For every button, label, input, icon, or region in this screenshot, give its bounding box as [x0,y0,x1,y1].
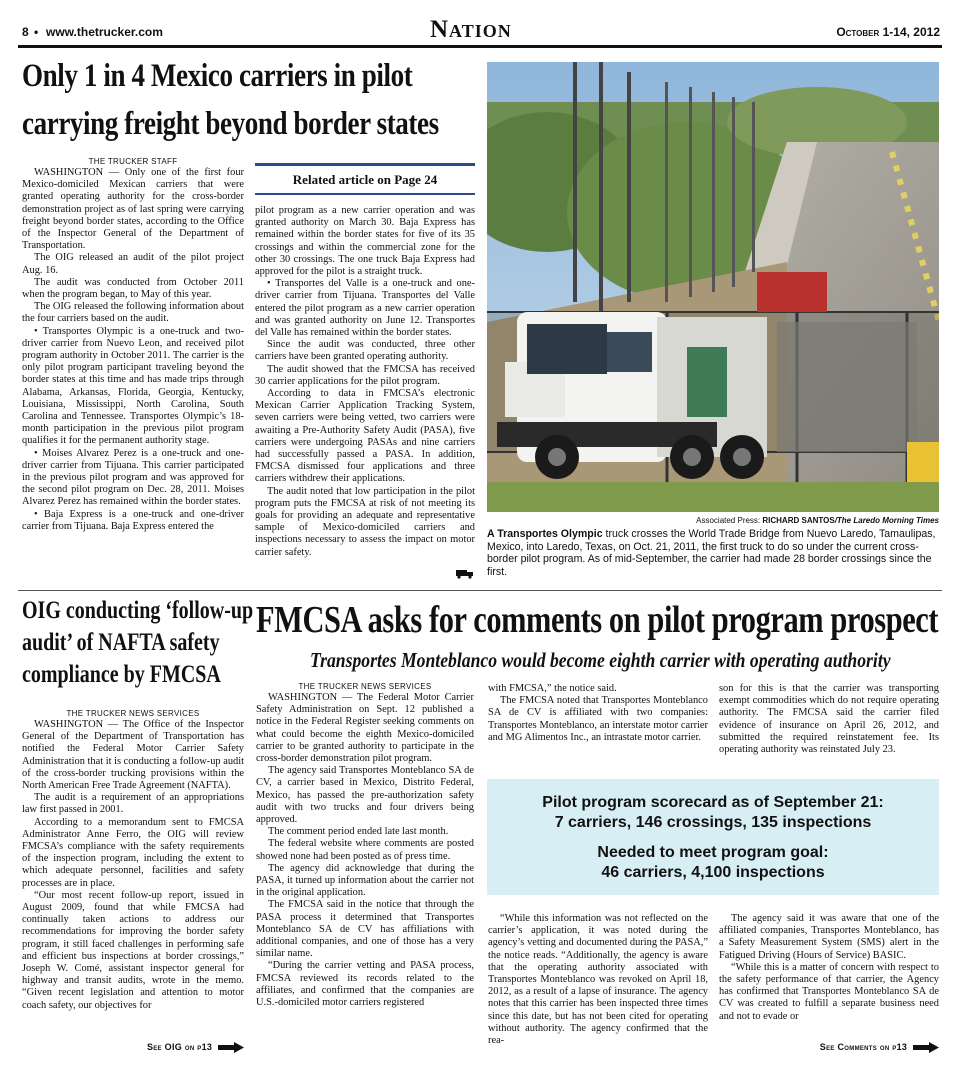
paragraph: “During the carrier vetting and PASA process, FMCSA reviewed its records related to the affiliates, and confirmed that the companies are U.S.-domiciled motor carriers registered [256,960,474,1009]
story2-headline-line: compliance by FMCSA [22,661,221,688]
scorecard-box [487,779,939,895]
related-article-label[interactable]: Related article on Page 24 [292,172,438,187]
truck-photo-art [487,62,939,512]
story2-jump-text[interactable]: See OIG on p13 [146,1042,213,1052]
page-number: 8 [22,25,29,39]
related-bottom-rule [255,193,475,195]
caption-lead: A Transportes Olympic [487,528,603,540]
paragraph: Since the audit was conducted, three other carriers have been granted operating authority. [255,339,475,363]
photo-credit [487,516,939,525]
paragraph: with FMCSA,” the notice said. [488,683,617,694]
paragraph: WASHINGTON — The Federal Motor Carrier Safety Administration on Sept. 12 published a notice in the Federal Register seeking comments on what could become the eighth Mexico-domiciled carrier to be granted authority to participate in the cross-border demonstration pilot program. [256,692,474,765]
story1-headline-line2: carrying freight beyond border states [22,106,439,142]
related-article-box[interactable] [255,160,475,196]
arrow-right-icon [913,1042,939,1053]
photo-credit-publication: /The Laredo Morning Times [834,516,939,525]
arrow-right-icon [218,1042,244,1053]
story1-byline: THE TRUCKER STAFF [88,157,178,166]
photo-caption [487,528,939,578]
end-truck-icon [456,569,474,579]
paragraph: The federal website where comments are posted showed none had been posted as of press time. [256,838,474,862]
story3-column-3-top [719,683,939,773]
related-top-rule [255,163,475,166]
story2-headline-line: audit’ of NAFTA safety [22,629,220,656]
story2-body [22,719,244,1041]
story3-jump-link[interactable] [719,1042,939,1053]
story2-headline-line: OIG conducting ‘follow-up [22,597,254,624]
paragraph: WASHINGTON — The Office of the Inspector General of the Department of Transportation has notified the Federal Motor Carrier Safety Administration that it is conducting a follow-up audit of the cross-border trucking provisions within the North American Free Trade Agreement (NAFTA). [22,719,244,792]
paragraph: • Baja Express is a one-truck and one-driver carrier from Tijuana. Baja Express entered the [22,508,244,532]
scorecard-line-3: Needed to meet program goal: [597,844,829,861]
story2-headline [22,597,254,694]
story3-column-1 [256,692,474,1062]
truck-photo [487,62,939,512]
scorecard-line-2: 7 carriers, 146 crossings, 135 inspections [554,814,872,831]
paragraph: • Transportes del Valle is a one-truck and one-driver carrier from Tijuana. Transportes del Valle entered the pilot program as a new carrier operation and was granted authority on June 12. Transportes del Valle has remained within the border states. [255,278,475,339]
paragraph: “While this information was not reflected on the carrier’s application, it was noted during the agency’s vetting and documented during the PASA,” the notice reads. “Additionally, the agency is aware that the operating authority associated with Transportes Monteblanco was revoked on April 18, 2012, as a result of a lapse of insurance. The agency notes that this carrier has been inspected three times since this date, but has not been cited for operating without authority. The agency confirmed that the rea- [488,913,708,1047]
masthead-bullet: • [34,25,39,39]
paragraph: son for this is that the carrier was transporting exempt commodities which do not require operating authority. The FMCSA said the carrier filed evidence of insurance on April 26, 2012, and submitted the required reinstatement fee. Its operating authority was reinstated July 23. [719,683,939,756]
paragraph: The comment period ended late last month. [268,826,449,838]
paragraph: The agency did acknowledge that during the PASA, it turned up information about the carrier not in the original application. [256,862,474,899]
paragraph: The audit noted that low participation in the pilot program puts the FMCSA at risk of not meeting its goals for providing an adequate and representative sample of Mexico-domiciled carriers and inspections necessary to assess the impact on motor carrier safety. [255,485,475,558]
scorecard-line-4: 46 carriers, 4,100 inspections [601,864,825,881]
scorecard-line-1: Pilot program scorecard as of September 21: [542,794,884,811]
story2-jump-link[interactable] [22,1042,244,1053]
story1-column-1 [22,167,244,581]
site-url[interactable]: www.thetrucker.com [46,25,163,39]
caption-text: truck crosses the World Trade Bridge from Nuevo Laredo, Tamaulipas, Mexico, into Laredo, Texas, on Oct. 21, 2011, the first truck to do so under the current cross-border pilot program. As of mid-September, the carrier had made 28 border crossings since the first. [487,528,936,578]
paragraph: “While this is a matter of concern with respect to the safety performance of that carrier, the Agency has confirmed that Transportes Monteblanco SA de CV was created to fulfill a separate business need and not to evade or [719,961,939,1022]
story3-column-2-top [488,683,708,773]
paragraph: “Our most recent follow-up report, issued in August 2009, found that while FMCSA had continually taken actions to address our recommendations for improving the border safety program, it still faced challenges in performing safe and efficient bus inspections at border crossings,” Joseph W. Comé, assistant inspector general for highway and transit audits, wrote in the memo. “Given recent legislation and attention to motor coach safety, our objectives for [22,889,244,1011]
paragraph: The OIG released the following information about the four carriers based on the audit. [22,301,244,325]
story3-column-2-bottom [488,913,708,1061]
story3-jump-text[interactable]: See Comments on p13 [819,1042,908,1052]
paragraph: The FMCSA said in the notice that through the PASA process it determined that Transportes Monteblanco SA de CV has affiliations with additional companies, and one of those has a very similar name. [256,899,474,960]
story2-byline: THE TRUCKER NEWS SERVICES [66,709,200,718]
story3-byline: THE TRUCKER NEWS SERVICES [298,682,432,691]
paragraph: The audit is a requirement of an appropriations law first passed in 2001. [22,792,244,816]
paragraph: The audit was conducted from October 2011 when the program began, to May of this year. [22,276,244,301]
paragraph: The agency said it was aware that one of the affiliated companies, Transportes Monteblanco, has a Safety Measurement System (SMS) alert in the Fatigued Driving (Hours of Service) BASIC. [719,913,939,961]
section-title: Nation [430,16,512,43]
section-divider [18,590,942,591]
paragraph: • Transportes Olympic is a one-truck and two-driver carrier from Nuevo Leon, and received pilot program authority in October 2011. The carrier is the only pilot program participant traveling beyond the border states at this time and has made trips through Alabama, Arkansas, Florida, Georgia, Kentucky, Louisiana, Mississippi, North Carolina, South Carolina and Tennessee. Transportes Olympic’s 18-month participation in the previous pilot program qualifies it for the permanent authority stage. [22,325,244,447]
paragraph: WASHINGTON — Only one of the first four Mexico-domiciled Mexican carriers that were granted operating authority for the cross-border demonstration project as of last spring were carrying freight beyond border states, according to the Office of the Inspector General of the Department of Transportation. [22,167,244,252]
paragraph: The OIG released an audit of the pilot project Aug. 16. [22,252,244,276]
story3-headline: FMCSA asks for comments on pilot program prospect [256,599,939,641]
masthead [22,14,940,44]
photo-credit-name: RICHARD SANTOS [762,516,835,525]
masthead-rule [18,45,942,48]
paragraph: pilot program as a new carrier operation and was granted authority on March 30. Baja Express has remained within the border states for five of its 35 crossings and within the commercial zone for the other 30 crossings. The one truck Baja Express had approved for the pilot is a straight truck. [255,205,475,278]
photo-credit-prefix: Associated Press: [696,516,763,525]
story1-headline-line1: Only 1 in 4 Mexico carriers in pilot [22,58,413,94]
story1-column-2 [255,205,475,577]
paragraph: • Moises Alvarez Perez is a one-truck and one-driver carrier from Tijuana. This carrier participated in the previous pilot program and was approved for the second pilot program on Dec. 28, 2011. Moises Alvarez Perez has remained within the border states. [22,447,244,508]
paragraph: According to data in FMCSA’s electronic Mexican Carrier Application Tracking System, seven carriers were being vetted, two carriers were awaiting a Pre-Authority Safety Audit (PASA), five carriers were undergoing PASAs and nine carriers had successfully passed a PASA. In addition, FMCSA dismissed four applications and three carriers withdrew their applications. [255,388,475,485]
story3-column-3-bottom [719,913,939,1041]
paragraph: The audit showed that the FMCSA has received 30 carrier applications for the pilot program. [255,363,475,387]
story3-deck: Transportes Monteblanco would become eighth carrier with operating authority [310,648,891,672]
paragraph: According to a memorandum sent to FMCSA Administrator Anne Ferro, the OIG will review FMCSA’s compliance with the safety requirements of the inspection program, including the extent to which adequate personnel, facilities and safety processes are in place. [22,816,244,889]
issue-date: October 1-14, 2012 [836,25,940,39]
paragraph: The FMCSA noted that Transportes Monteblanco SA de CV is affiliated with two companies: Transportes Monteblanco, an interstate motor carrier and MG Alimentos Inc., an intrastate motor carrier. [488,695,708,743]
paragraph: The agency said Transportes Monteblanco SA de CV, a carrier based in Mexico, Distrito Federal, Mexico, has passed the pre-authorization safety audit with two trucks and four drivers being approved. [256,765,474,826]
